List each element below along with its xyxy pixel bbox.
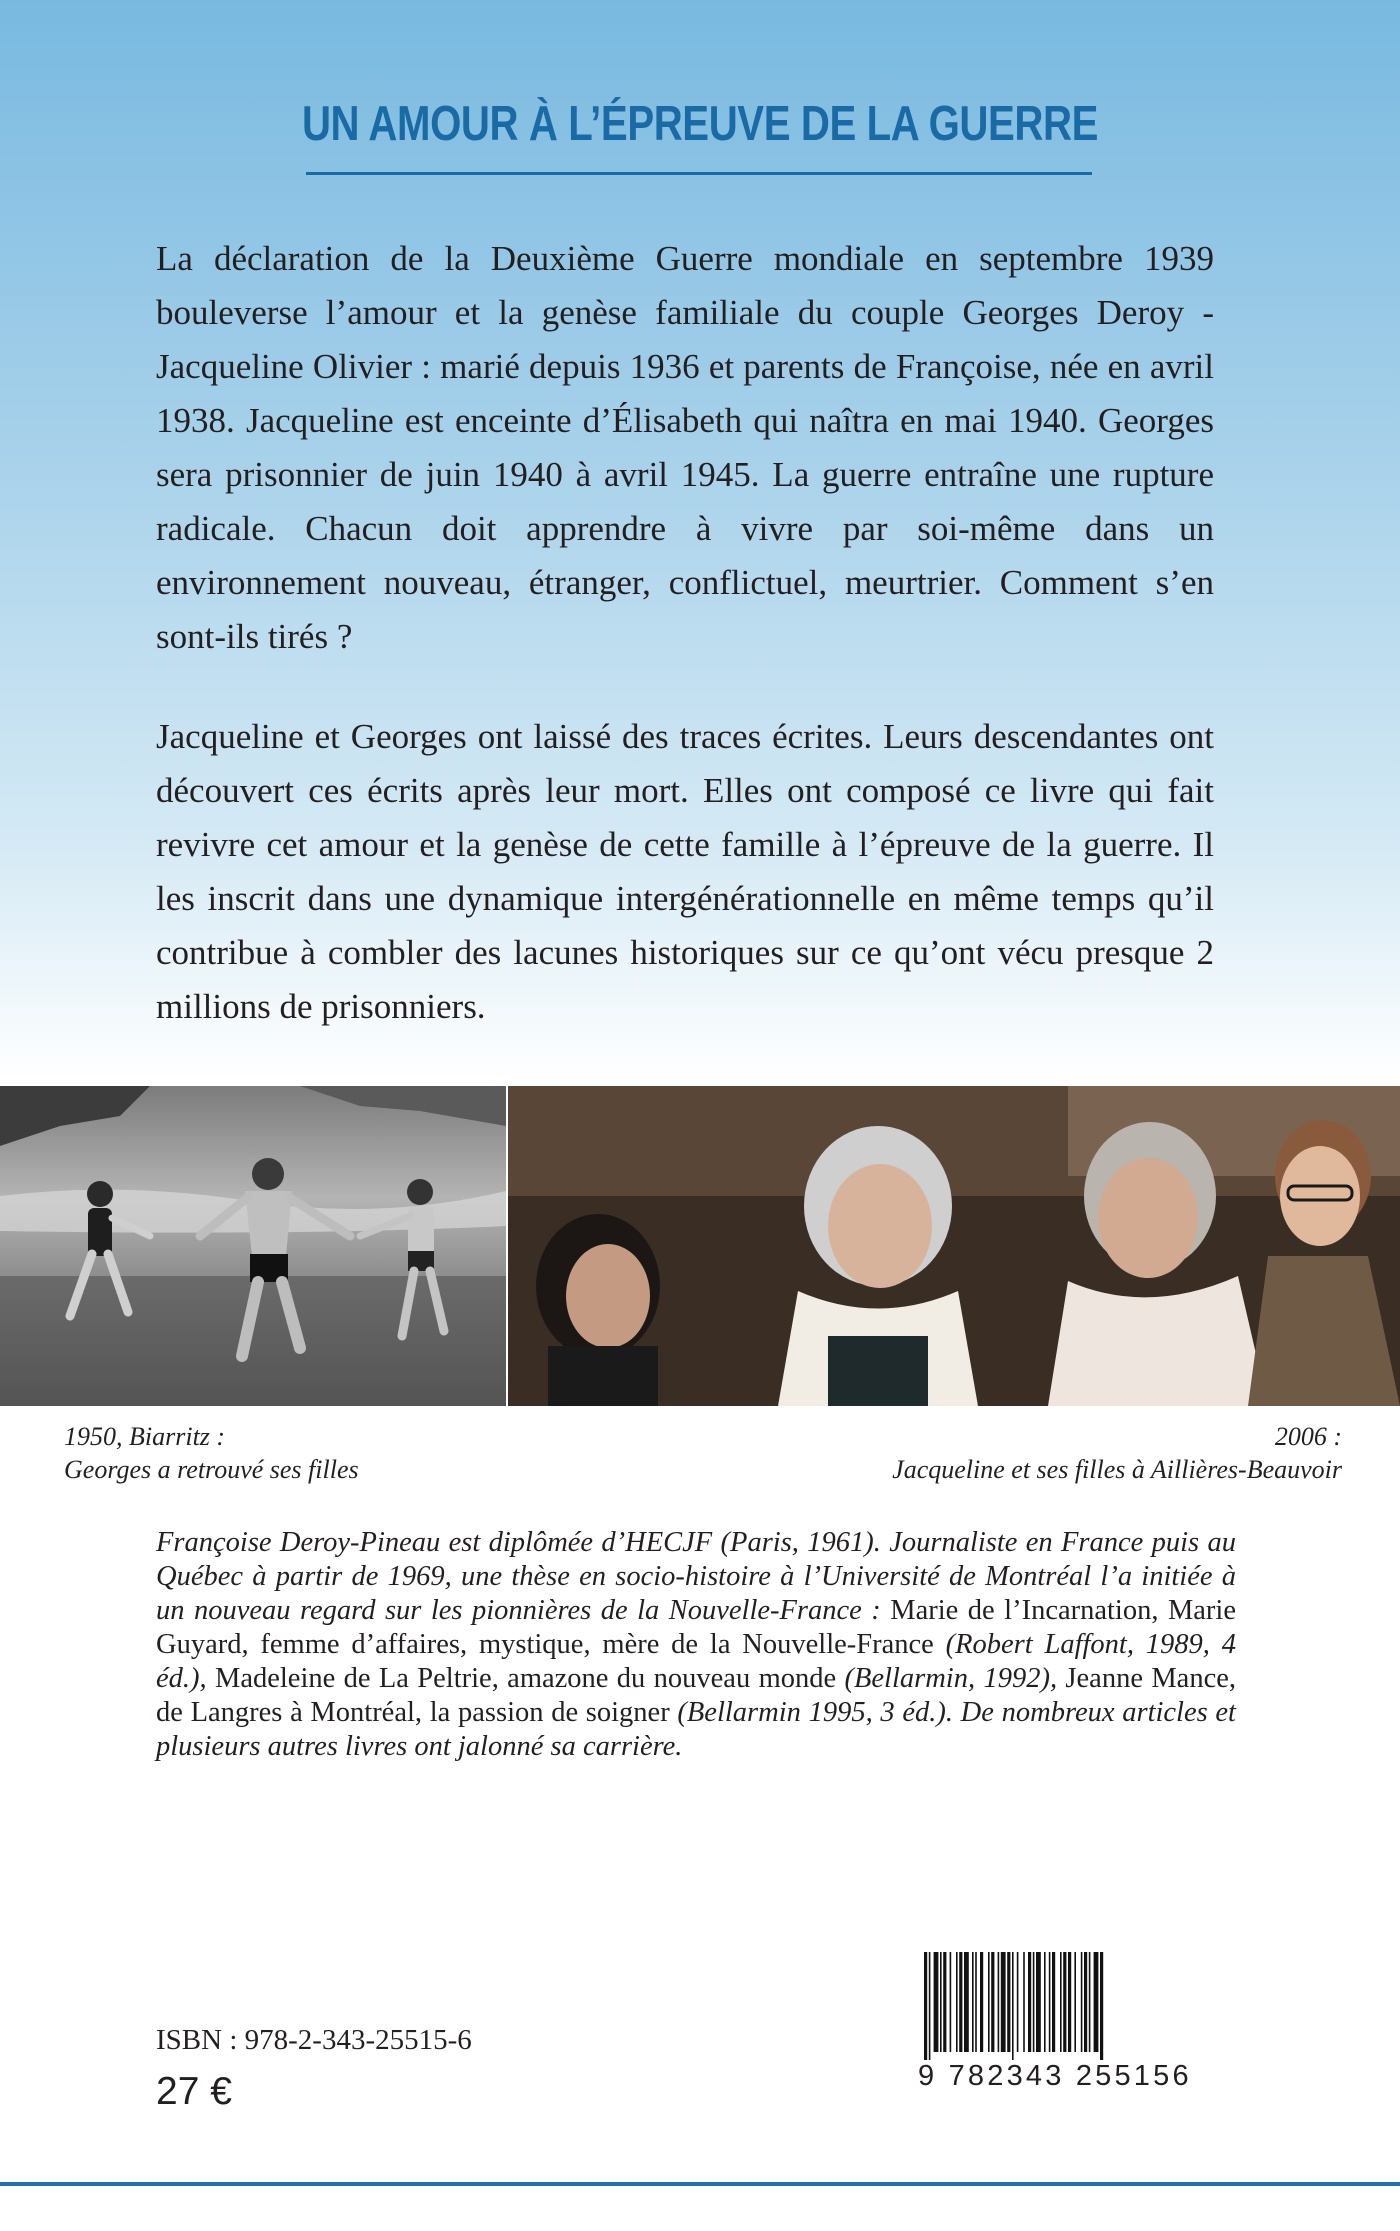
barcode-bar	[1100, 1952, 1103, 2060]
barcode-bar	[1084, 1952, 1087, 2052]
photo-2006-family	[508, 1086, 1400, 1406]
photo-biarritz-beach	[0, 1086, 506, 1406]
barcode-bar	[1017, 1952, 1019, 2052]
bottom-rule	[0, 2182, 1400, 2186]
barcode-bar	[1081, 1952, 1083, 2052]
caption-right-line2: Jacqueline et ses filles à Aillières-Beauvoir	[892, 1455, 1342, 1484]
barcode-bar	[1036, 1952, 1041, 2052]
barcode-bar	[934, 1952, 939, 2052]
barcode-bar	[1012, 1952, 1014, 2060]
barcode-bar	[1028, 1952, 1031, 2052]
barcode-bar	[1049, 1952, 1051, 2052]
barcode-bar	[1033, 1952, 1035, 2052]
barcode-bar	[1074, 1952, 1076, 2052]
barcode-bar	[964, 1952, 969, 2052]
caption-right	[892, 1420, 1342, 1486]
barcode-bar	[975, 1952, 977, 2052]
isbn: ISBN : 978-2-343-25515-6	[156, 2024, 472, 2056]
barcode-bar	[1044, 1952, 1046, 2052]
bio-segment-1: est diplômée d’HECJF (Paris, 1961). Journaliste en France puis au Québec à partir de 1969, une thèse en socio-histoire à l’Université de Montréal l’a initiée à un nouveau regard sur les pionnières de la Nouvelle-France :	[156, 1527, 1236, 1626]
barcode-bar	[950, 1952, 952, 2052]
blurb-text-1: La déclaration de la Deuxième Guerre mondiale en septembre 1939 bouleverse l’amour et la genèse familiale du couple Georges Deroy - Jacqueline Olivier : marié depuis 1936 et parents de Françoise, née en avril 1938. Jacqueline est enceinte d’Élisabeth qui naîtra en mai 1940. Georges sera prisonnier de juin 1940 à avril 1945. La guerre entraîne une rupture radicale. Chacun doit apprendre à vivre par soi-même dans un environnement nouveau, étranger, conflictuel, meurtrier. Comment s’en sont-ils tirés ?	[156, 239, 1214, 656]
barcode-bar	[998, 1952, 1000, 2052]
barcode-bar	[1052, 1952, 1055, 2052]
barcode-bar	[929, 1952, 931, 2060]
title-underline	[306, 172, 1092, 175]
author-name: Françoise Deroy-Pineau	[156, 1527, 441, 1558]
family-photo-illustration	[508, 1086, 1400, 1406]
blurb-paragraph-2	[156, 710, 1214, 1034]
barcode-bar	[1007, 1952, 1010, 2052]
caption-right-line1: 2006 :	[1274, 1422, 1342, 1451]
barcode-bar	[940, 1952, 942, 2052]
barcode-bar	[956, 1952, 958, 2052]
beach-photo-illustration	[0, 1086, 506, 1406]
barcode-bar	[988, 1952, 990, 2052]
barcode-bar	[1094, 1952, 1099, 2052]
blurb-text-2: Jacqueline et Georges ont laissé des traces écrites. Leurs descendantes ont découvert ces écrits après leur mort. Elles ont composé ce livre qui fait revivre cet amour et la genèse de cette famille à l’épreuve de la guerre. Il les inscrit dans une dynamique intergénérationnelle en même temps qu’il contribue à combler des lacunes historiques sur ce qu’ont vécu presque 2 millions de prisonniers.	[156, 717, 1214, 1026]
barcode-bar	[1023, 1952, 1025, 2052]
barcode-bar	[1063, 1952, 1066, 2052]
barcode-bar	[943, 1952, 946, 2052]
barcode-bar	[1060, 1952, 1062, 2052]
barcode-bar	[980, 1952, 983, 2052]
barcode-bar	[1089, 1952, 1091, 2052]
price: 27 €	[156, 2070, 232, 2113]
bio-segment-5: (Bellarmin, 1992),	[844, 1663, 1058, 1694]
barcode-bar	[1068, 1952, 1071, 2052]
author-bio	[156, 1526, 1236, 1764]
bio-segment-4: Madeleine de La Peltrie, amazone du nouveau monde	[206, 1663, 845, 1694]
bio-segment-3: (Robert Laffont, 1989, 4 éd.),	[156, 1629, 1236, 1694]
caption-left	[64, 1420, 359, 1486]
barcode-bar	[991, 1952, 994, 2052]
bio-segment-7: (Bellarmin 1995, 3 éd.). De nombreux articles et plusieurs autres livres ont jalonné sa carrière.	[156, 1697, 1236, 1762]
book-title: UN AMOUR À L’ÉPREUVE DE LA GUERRE	[301, 97, 1099, 151]
barcode-bar	[959, 1952, 962, 2052]
barcode-bar	[972, 1952, 974, 2052]
barcode-bars	[918, 1952, 1218, 2062]
caption-left-line2: Georges a retrouvé ses filles	[64, 1455, 359, 1484]
blurb-paragraph-1	[156, 232, 1214, 664]
bio-segment-6: Jeanne Mance, de Langres à Montréal, la passion de soigner	[156, 1663, 1236, 1728]
barcode-bar	[1001, 1952, 1006, 2052]
bio-segment-2: Marie de l’Incarnation, Marie Guyard, femme d’affaires, mystique, mère de la Nouvelle-France	[156, 1595, 1236, 1660]
barcode-bar	[924, 1952, 927, 2060]
barcode-digits: 9 782343 255156	[918, 2060, 1192, 2092]
caption-left-line1: 1950, Biarritz :	[64, 1422, 226, 1451]
